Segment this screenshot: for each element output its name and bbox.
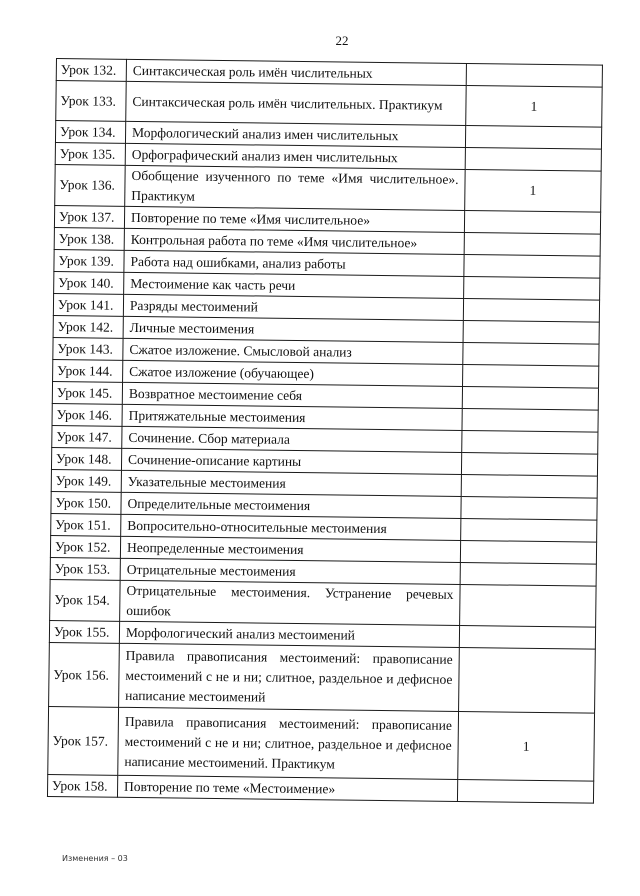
lesson-topic-cell: Орфографический анализ имен числительных <box>125 143 465 169</box>
lesson-hours-cell <box>463 298 599 322</box>
lesson-hours-cell <box>462 386 598 410</box>
lesson-hours-cell <box>459 647 596 713</box>
lesson-hours-cell <box>461 496 597 520</box>
lesson-number-cell: Урок 141. <box>53 293 123 316</box>
lesson-hours-cell <box>462 408 598 432</box>
lesson-topic-cell: Повторение по теме «Имя числительное» <box>124 206 464 232</box>
lesson-topic-cell: Обобщение изученного по теме «Имя числительное». Практикум <box>125 165 465 210</box>
table-row <box>48 706 595 781</box>
table-row <box>50 579 596 627</box>
lesson-topic-cell: Синтаксическая роль имён числительных. Практикум <box>126 81 466 125</box>
lesson-hours-cell <box>461 452 597 476</box>
lesson-hours-cell <box>461 518 597 542</box>
lesson-hours-cell <box>460 584 596 627</box>
lesson-number-cell: Урок 153. <box>50 557 120 580</box>
lesson-number-cell: Урок 143. <box>53 337 123 360</box>
lesson-number-cell: Урок 133. <box>56 81 126 122</box>
lesson-hours-cell <box>459 625 595 649</box>
lesson-number-cell: Урок 154. <box>50 579 120 621</box>
lesson-number-cell: Урок 149. <box>51 469 121 492</box>
lesson-topic-cell: Притяжательные местоимения <box>122 404 462 430</box>
lesson-hours-cell <box>457 779 593 803</box>
lesson-topic-cell: Неопределенные местоимения <box>120 536 460 562</box>
footer-revision: Изменения – 03 <box>62 854 128 863</box>
lesson-number-cell: Урок 157. <box>48 706 119 775</box>
lesson-topic-cell: Сочинение-описание картины <box>121 448 461 474</box>
lesson-topic-cell: Отрицательные местоимения. Устранение речевых ошибок <box>120 580 460 625</box>
lesson-hours-cell <box>463 342 599 366</box>
lesson-number-cell: Урок 146. <box>52 403 122 426</box>
lesson-hours-cell <box>466 64 602 88</box>
lesson-topic-cell: Отрицательные местоимения <box>120 558 460 584</box>
lesson-topic-cell: Личные местоимения <box>123 316 463 342</box>
lesson-hours-cell <box>460 562 596 586</box>
lesson-topic-cell: Сжатое изложение (обучающее) <box>123 360 463 386</box>
lesson-hours-cell <box>463 364 599 388</box>
lesson-number-cell: Урок 144. <box>53 359 123 382</box>
lesson-number-cell: Урок 156. <box>49 642 120 707</box>
lesson-hours-cell: 1 <box>466 86 602 128</box>
lesson-number-cell: Урок 152. <box>50 535 120 558</box>
lesson-topic-cell: Разряды местоимений <box>123 294 463 320</box>
lesson-topic-cell: Сжатое изложение. Смысловой анализ <box>123 338 463 364</box>
lesson-plan-sheet <box>47 58 602 804</box>
lesson-number-cell: Урок 142. <box>53 315 123 338</box>
table-row <box>55 164 601 212</box>
lesson-number-cell: Урок 135. <box>55 142 125 165</box>
lesson-hours-cell <box>465 126 601 150</box>
lesson-rows <box>47 59 602 804</box>
lesson-topic-cell: Правила правописания местоимений: правописание местоимений с не и ни; слитное, раздельное и дефисное написание местоимений. Практикум <box>118 707 459 779</box>
lesson-topic-cell: Вопросительно-относительные местоимения <box>121 514 461 540</box>
lesson-topic-cell: Повторение по теме «Местоимение» <box>117 775 457 801</box>
lesson-number-cell: Урок 136. <box>55 164 125 206</box>
lesson-hours-cell <box>464 276 600 300</box>
lesson-number-cell: Урок 137. <box>54 205 124 228</box>
lesson-topic-cell: Указательные местоимения <box>121 470 461 496</box>
lesson-number-cell: Урок 134. <box>55 121 125 144</box>
lesson-number-cell: Урок 150. <box>51 491 121 514</box>
lesson-topic-cell: Морфологический анализ имен числительных <box>125 121 465 147</box>
lesson-topic-cell: Правила правописания местоимений: правописание местоимений с не и ни; слитное, раздельное и дефисное написание местоимений <box>119 643 460 711</box>
lesson-topic-cell: Возвратное местоимение себя <box>122 382 462 408</box>
table-row <box>56 81 602 128</box>
page-number: 22 <box>335 33 349 48</box>
lesson-number-cell: Урок 151. <box>51 513 121 536</box>
lesson-hours-cell: 1 <box>458 711 595 781</box>
lesson-hours-cell <box>464 211 600 235</box>
lesson-hours-cell <box>462 430 598 454</box>
lesson-hours-cell <box>460 540 596 564</box>
lesson-hours-cell <box>464 233 600 257</box>
lesson-topic-cell: Сочинение. Сбор материала <box>122 426 462 452</box>
lesson-number-cell: Урок 139. <box>54 249 124 272</box>
lesson-number-cell: Урок 147. <box>52 425 122 448</box>
lesson-topic-cell: Синтаксическая роль имён числительных <box>126 59 466 85</box>
lesson-topic-cell: Морфологический анализ местоимений <box>119 621 459 647</box>
lesson-hours-cell <box>464 255 600 279</box>
lesson-topic-cell: Работа над ошибками, анализ работы <box>124 250 464 276</box>
lesson-number-cell: Урок 158. <box>47 774 117 797</box>
lesson-topic-cell: Местоимение как часть речи <box>124 272 464 298</box>
lesson-hours-cell: 1 <box>465 170 601 213</box>
lesson-number-cell: Урок 155. <box>49 620 119 643</box>
lesson-topic-cell: Определительные местоимения <box>121 492 461 518</box>
lesson-number-cell: Урок 138. <box>54 227 124 250</box>
lesson-number-cell: Урок 148. <box>51 447 121 470</box>
lesson-number-cell: Урок 132. <box>56 59 126 82</box>
lesson-plan-table <box>47 58 603 804</box>
lesson-number-cell: Урок 145. <box>52 381 122 404</box>
lesson-topic-cell: Контрольная работа по теме «Имя числительное» <box>124 228 464 254</box>
lesson-hours-cell <box>463 320 599 344</box>
lesson-hours-cell <box>461 474 597 498</box>
lesson-hours-cell <box>465 148 601 172</box>
table-row <box>49 642 596 713</box>
lesson-number-cell: Урок 140. <box>54 271 124 294</box>
